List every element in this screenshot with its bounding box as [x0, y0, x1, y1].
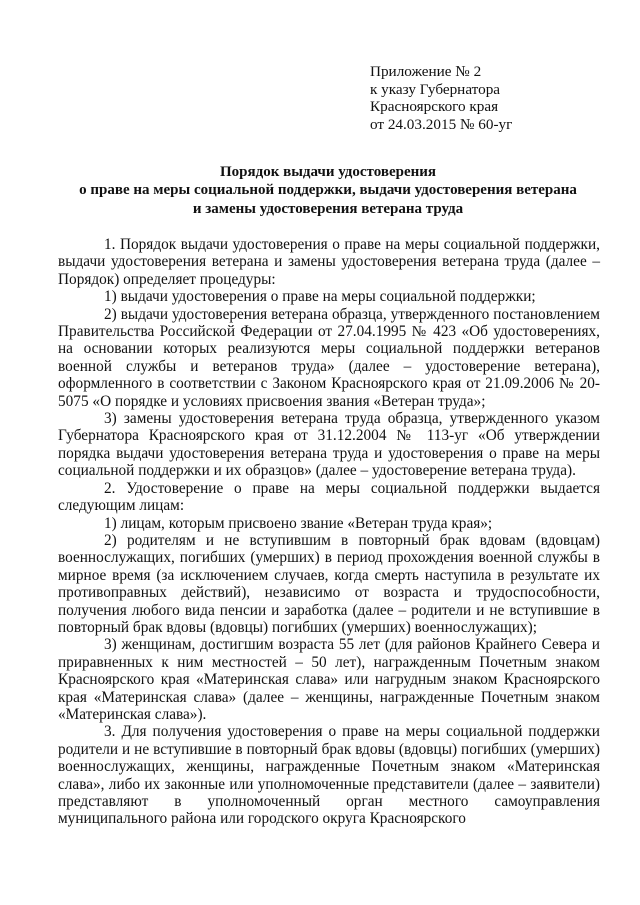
paragraph-1-item-3: 3) замены удостоверения ветерана труда образца, утвержденного указом Губернатора Красноярского края от 31.12.2004 № 113-уг «Об утверждении порядка выдачи удостоверения ветерана труда и удостоверения о праве на меры социальной поддержки и их образцов» (далее – удостоверение ветерана труда). — [58, 410, 600, 480]
paragraph-2-item-1: 1) лицам, которым присвоено звание «Ветеран труда края»; — [104, 514, 493, 532]
appendix-line: к указу Губернатора — [370, 80, 501, 98]
title-line: о праве на меры социальной поддержки, выдачи удостоверения ветерана — [79, 182, 577, 199]
document-title — [58, 163, 598, 218]
paragraph-2-item-2: 2) родителям и не вступившим в повторный брак вдовам (вдовцам) военнослужащих, погибших (умерших) в период прохождения военной службы в мирное время (за исключением случаев, когда смерть наступила в результате их противоправных действий), независимо от возраста и трудоспособности, получения любого вида пенсии и заработка (далее – родители и не вступившие в повторный брак вдовы (вдовцы) погибших (умерших) военнослужащих); — [58, 531, 600, 636]
paragraph-2-item-3: 3) женщинам, достигшим возраста 55 лет (для районов Крайнего Севера и приравненных к ним местностей – 50 лет), награжденным Почетным знаком Красноярского края «Материнская слава» или нагрудным знаком Красноярского края «Материнская слава» (далее – женщины, награжденные Почетным знаком «Материнская слава»). — [58, 636, 600, 723]
paragraph-1-item-1: 1) выдачи удостоверения о праве на меры социальной поддержки; — [104, 288, 536, 306]
appendix-header — [370, 63, 512, 133]
appendix-line: Красноярского края — [370, 98, 499, 116]
title-line: Порядок выдачи удостоверения — [219, 164, 436, 180]
paragraph-2: 2. Удостоверение о праве на меры социальной поддержки выдается следующим лицам: — [58, 479, 600, 515]
paragraph-3: 3. Для получения удостоверения о праве на меры социальной поддержки родители и не вступившие в повторный брак вдовы (вдовцы) погибших (умерших) военнослужащих, женщины, награжденные Почетным знаком «Материнская слава», либо их законные или уполномоченные представители (далее – заявители) представляют в уполномоченный орган местного самоуправления муниципального района или городского округа Красноярского — [58, 723, 600, 828]
appendix-line: от 24.03.2015 № 60-уг — [370, 115, 513, 133]
appendix-line: Приложение № 2 — [370, 63, 482, 80]
title-line: и замены удостоверения ветерана труда — [192, 200, 464, 217]
paragraph-1: 1. Порядок выдачи удостоверения о праве на меры социальной поддержки, выдачи удостоверения ветерана и замены удостоверения ветерана труда (далее – Порядок) определяет процедуры: — [58, 236, 600, 288]
document-body — [58, 236, 600, 828]
paragraph-1-item-2: 2) выдачи удостоверения ветерана образца, утвержденного постановлением Правительства Российской Федерации от 27.04.1995 № 423 «Об удостоверениях, на основании которых реализуются меры социальной поддержки ветеранов военной службы и ветеранов труда» (далее – удостоверение ветерана), оформленного в соответствии с Законом Красноярского края от 21.09.2006 № 20-5075 «О порядке и условиях присвоения звания «Ветеран труда»; — [58, 305, 600, 410]
